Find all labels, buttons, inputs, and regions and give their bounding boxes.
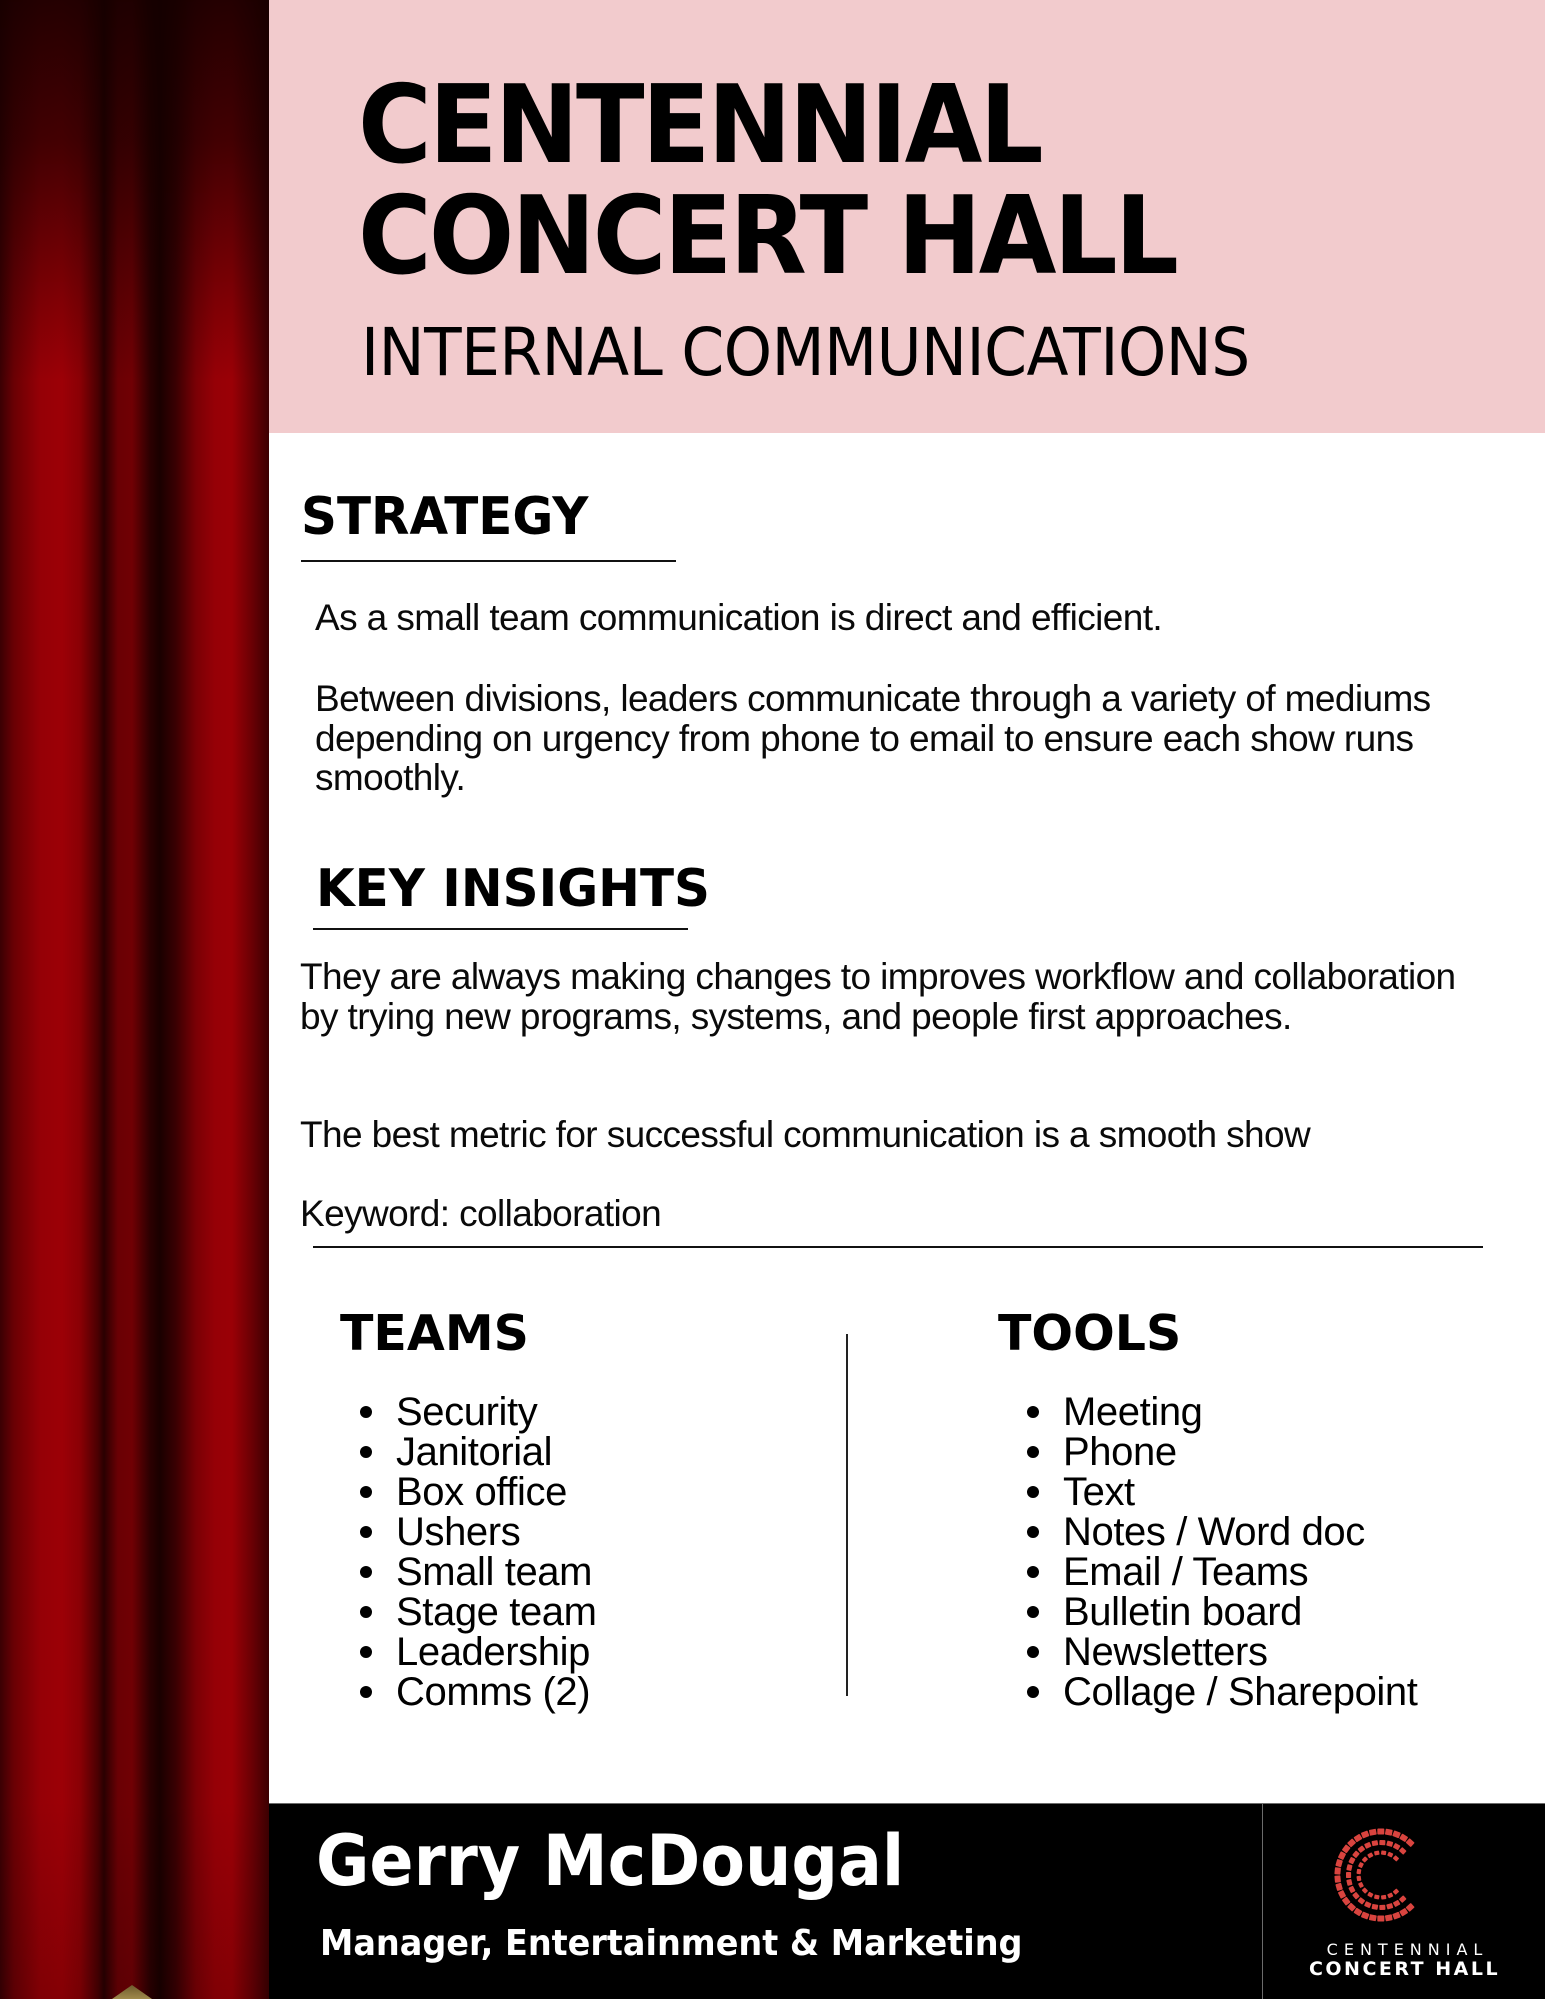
- list-item: Bulletin board: [1027, 1592, 1417, 1632]
- bullet-icon: [1027, 1486, 1039, 1498]
- footer-bar: [269, 1803, 1545, 1999]
- list-item: Box office: [360, 1472, 597, 1512]
- list-item: Collage / Sharepoint: [1027, 1672, 1417, 1712]
- bullet-icon: [1027, 1686, 1039, 1698]
- bullet-icon: [360, 1646, 372, 1658]
- insights-paragraph-2: The best metric for successful communication is a smooth show: [300, 1114, 1311, 1155]
- list-item: Security: [360, 1392, 597, 1432]
- bullet-icon: [360, 1526, 372, 1538]
- insights-paragraph-1: They are always making changes to improves workflow and collaboration by trying new programs, systems, and people first approaches.: [300, 956, 1456, 1037]
- section-divider: [313, 1246, 1483, 1248]
- bullet-icon: [360, 1686, 372, 1698]
- list-item: Phone: [1027, 1432, 1417, 1472]
- bullet-icon: [1027, 1446, 1039, 1458]
- strategy-paragraph-2: Between divisions, leaders communicate through a variety of mediums depending on urgency from phone to email to ensure each show runs smoothly.: [315, 678, 1431, 798]
- seat-arc-c-logo-icon: [1326, 1820, 1436, 1930]
- bullet-icon: [1027, 1526, 1039, 1538]
- list-item: Text: [1027, 1472, 1417, 1512]
- bullet-icon: [360, 1446, 372, 1458]
- page-title-line1: CENTENNIAL: [358, 63, 1041, 188]
- logo-text-line1: CENTENNIAL: [1326, 1940, 1489, 1959]
- page-title-line2: CONCERT HALL: [358, 174, 1177, 299]
- list-item: Janitorial: [360, 1432, 597, 1472]
- bullet-icon: [360, 1486, 372, 1498]
- logo-panel: [1262, 1803, 1545, 1999]
- red-curtain-decoration: [0, 0, 269, 1999]
- strategy-paragraph-1: As a small team communication is direct and efficient.: [315, 597, 1163, 638]
- bullet-icon: [1027, 1406, 1039, 1418]
- bullet-icon: [360, 1566, 372, 1578]
- list-item: Newsletters: [1027, 1632, 1417, 1672]
- presenter-name: Gerry McDougal: [316, 1820, 905, 1902]
- teams-list: [360, 1392, 597, 1712]
- presenter-role: Manager, Entertainment & Marketing: [320, 1923, 1023, 1964]
- column-divider: [846, 1334, 848, 1696]
- tools-list: [1027, 1392, 1417, 1712]
- list-item: Ushers: [360, 1512, 597, 1552]
- bullet-icon: [1027, 1566, 1039, 1578]
- strategy-underline: [301, 560, 676, 562]
- teams-heading: TEAMS: [340, 1305, 529, 1362]
- bullet-icon: [360, 1606, 372, 1618]
- list-item: Email / Teams: [1027, 1552, 1417, 1592]
- bullet-icon: [1027, 1646, 1039, 1658]
- tools-heading: TOOLS: [998, 1305, 1182, 1362]
- list-item: Stage team: [360, 1592, 597, 1632]
- list-item: Small team: [360, 1552, 597, 1592]
- key-insights-underline: [313, 928, 688, 930]
- insights-keyword: Keyword: collaboration: [300, 1193, 662, 1234]
- list-item: Comms (2): [360, 1672, 597, 1712]
- list-item: Meeting: [1027, 1392, 1417, 1432]
- strategy-heading: STRATEGY: [301, 487, 589, 547]
- logo-text-line2: CONCERT HALL: [1308, 1958, 1501, 1980]
- list-item: Leadership: [360, 1632, 597, 1672]
- list-item: Notes / Word doc: [1027, 1512, 1417, 1552]
- page-subtitle: INTERNAL COMMUNICATIONS: [361, 314, 1250, 391]
- key-insights-heading: KEY INSIGHTS: [316, 859, 710, 919]
- bullet-icon: [1027, 1606, 1039, 1618]
- bullet-icon: [360, 1406, 372, 1418]
